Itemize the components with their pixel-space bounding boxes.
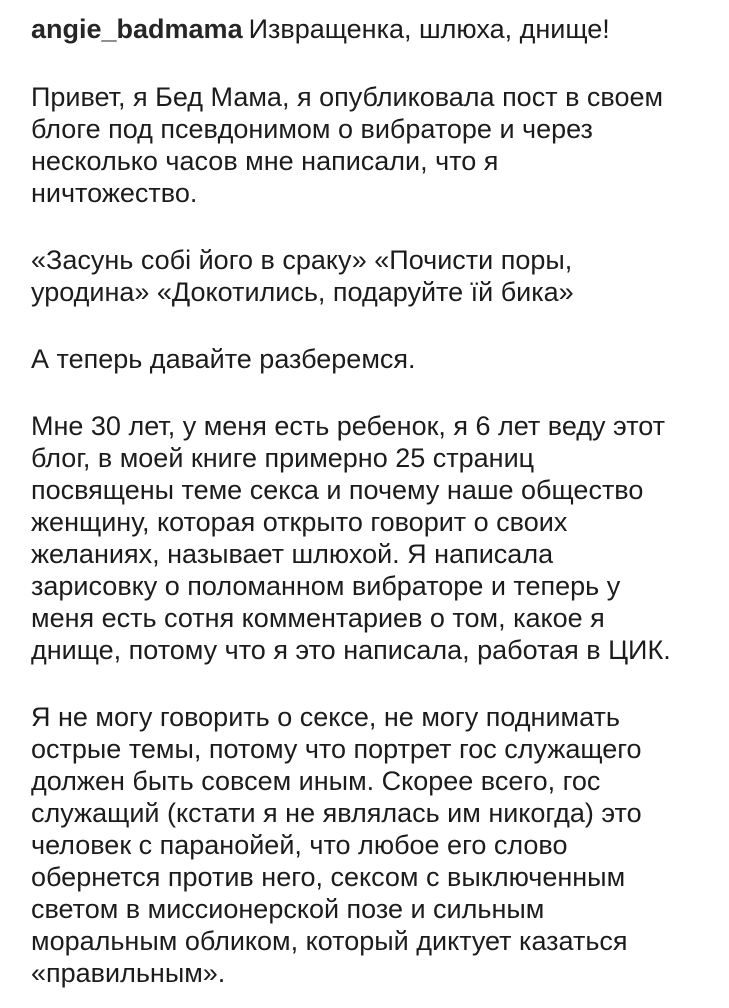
caption-text-line: Я не могу говорить о сексе, не могу поднимать — [31, 702, 620, 732]
caption-text-line: меня есть сотня комментариев о том, какое я — [31, 603, 605, 633]
caption-text-line: Мне 30 лет, у меня есть ребенок, я 6 лет веду этот — [31, 411, 666, 441]
caption-paragraph — [31, 244, 699, 308]
caption-text-line: блог, в моей книге примерно 25 страниц — [31, 443, 535, 473]
caption-text-line: ничтожество. — [31, 178, 198, 208]
caption-text-line: посвящены теме секса и почему наше общество — [31, 475, 644, 505]
caption-header — [31, 13, 699, 45]
caption-text-line: служащий (кстати я не являлась им никогда) это — [31, 798, 642, 828]
caption-text-line: несколько часов мне написали, что я — [31, 146, 499, 176]
caption-text-line: моральным обликом, который диктует казаться — [31, 926, 628, 956]
caption-text-line: уродина» «Докотились, подаруйте їй бика» — [31, 277, 574, 307]
caption-text-line: женщину, которая открыто говорит о своих — [31, 507, 568, 537]
caption-text-line: А теперь давайте разберемся. — [31, 344, 416, 374]
caption-body — [31, 81, 699, 989]
caption-text-line: желаниях, называет шлюхой. Я написала — [31, 539, 554, 569]
caption-paragraph — [31, 410, 699, 666]
caption-text-line: светом в миссионерской позе и сильным — [31, 894, 545, 924]
caption-text-line: зарисовку о поломанном вибраторе и теперь у — [31, 571, 621, 601]
caption-paragraph — [31, 81, 699, 209]
caption-text-line: обернется против него, сексом с выключенным — [31, 862, 626, 892]
caption-headline: Извращенка, шлюха, днище! — [248, 14, 610, 44]
caption-text-line: днище, потому что я это написала, работая в ЦИК. — [31, 635, 671, 665]
caption-paragraph — [31, 343, 699, 375]
caption-text-line: человек с паранойей, что любое его слово — [31, 830, 568, 860]
caption-text-line: «правильным». — [31, 958, 226, 988]
caption-text-line: должен быть совсем иным. Скорее всего, гос — [31, 766, 601, 796]
caption-paragraph — [31, 701, 699, 989]
caption-text-line: блоге под псевдонимом о вибраторе и через — [31, 114, 593, 144]
caption-text-line: «Засунь собі його в сраку» «Почисти поры, — [31, 245, 573, 275]
caption-text-line: острые темы, потому что портрет гос служащего — [31, 734, 642, 764]
username-link[interactable]: angie_badmama — [31, 14, 243, 44]
caption-text-line: Привет, я Бед Мама, я опубликовала пост в своем — [31, 82, 664, 112]
